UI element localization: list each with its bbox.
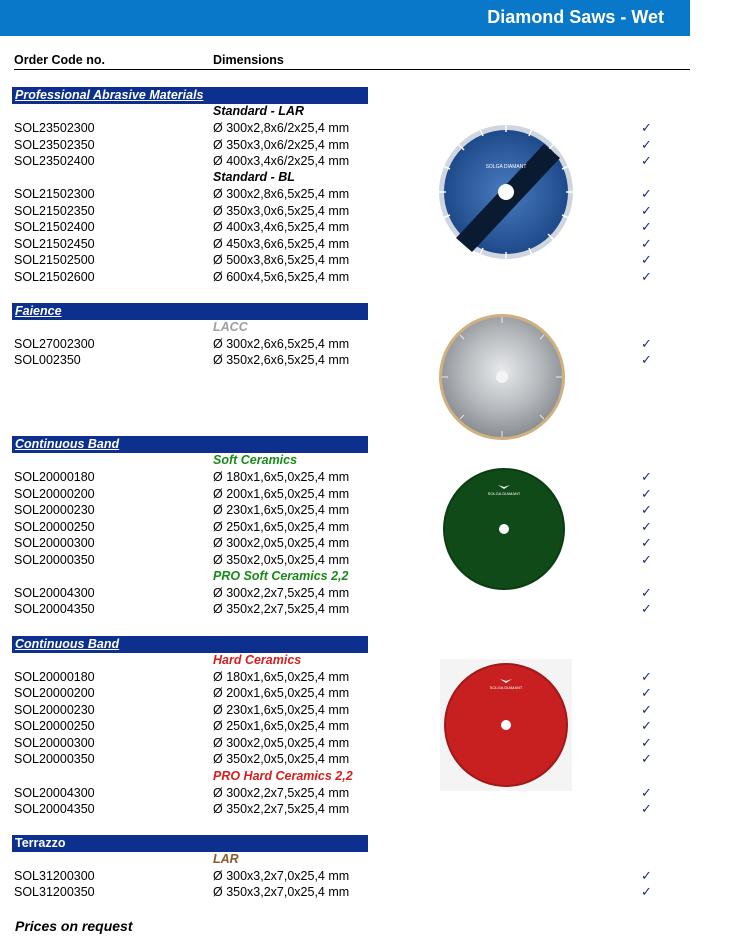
column-header-dimensions: Dimensions [213,53,284,67]
section-bar-professional: Professional Abrasive Materials [12,87,368,104]
order-code: SOL21502450 [14,237,95,251]
order-code: SOL20004300 [14,586,95,600]
group-label: PRO Soft Ceramics 2,2 [213,569,349,583]
order-code: SOL20004350 [14,802,95,816]
dimensions: Ø 350x2,2x7,5x25,4 mm [213,802,350,816]
order-code: SOL23502300 [14,121,95,135]
section-bar-continuous-band-hard: Continuous Band [12,636,368,653]
check-icon: ✓ [641,120,652,135]
order-code: SOL20000300 [14,736,95,750]
svg-text:SOLGA DIAMANT: SOLGA DIAMANT [485,164,527,170]
check-icon: ✓ [641,137,652,152]
page-title: Diamond Saws - Wet [487,7,664,27]
dimensions: Ø 300x2,8x6,5x25,4 mm [213,187,350,201]
check-icon: ✓ [641,884,652,899]
group-label: Standard - BL [213,170,295,184]
dimensions: Ø 200x1,6x5,0x25,4 mm [213,686,350,700]
footer-note: Prices on request [15,918,133,934]
check-icon: ✓ [641,718,652,733]
svg-text:SOLGA DIAMANT: SOLGA DIAMANT [489,685,523,690]
order-code: SOL21502500 [14,253,95,267]
silver-faience-blade-image [438,313,566,441]
check-icon: ✓ [641,519,652,534]
order-code: SOL27002300 [14,337,95,351]
order-code: SOL002350 [14,353,81,367]
order-code: SOL21502600 [14,270,95,284]
dimensions: Ø 350x3,2x7,0x25,4 mm [213,885,350,899]
group-label: PRO Hard Ceramics 2,2 [213,769,353,783]
order-code: SOL20000200 [14,487,95,501]
order-code: SOL20004300 [14,786,95,800]
order-code: SOL31200300 [14,869,95,883]
blue-segmented-blade-image [438,124,574,260]
dimensions: Ø 230x1,6x5,0x25,4 mm [213,703,350,717]
check-icon: ✓ [641,236,652,251]
dimensions: Ø 300x2,6x6,5x25,4 mm [213,337,350,351]
check-icon: ✓ [641,203,652,218]
check-icon: ✓ [641,486,652,501]
section-bar-continuous-band-soft: Continuous Band [12,436,368,453]
dimensions: Ø 350x2,2x7,5x25,4 mm [213,602,350,616]
check-icon: ✓ [641,685,652,700]
check-icon: ✓ [641,552,652,567]
order-code: SOL20000350 [14,553,95,567]
check-icon: ✓ [641,585,652,600]
order-code: SOL23502350 [14,138,95,152]
check-icon: ✓ [641,702,652,717]
dimensions: Ø 350x2,6x6,5x25,4 mm [213,353,350,367]
check-icon: ✓ [641,735,652,750]
check-icon: ✓ [641,801,652,816]
order-code: SOL20000200 [14,686,95,700]
dimensions: Ø 180x1,6x5,0x25,4 mm [213,670,350,684]
dimensions: Ø 400x3,4x6/2x25,4 mm [213,154,350,168]
check-icon: ✓ [641,336,652,351]
check-icon: ✓ [641,601,652,616]
dimensions: Ø 350x2,0x5,0x25,4 mm [213,553,350,567]
order-code: SOL20000250 [14,719,95,733]
dimensions: Ø 300x2,2x7,5x25,4 mm [213,786,350,800]
dimensions: Ø 300x2,2x7,5x25,4 mm [213,586,350,600]
check-icon: ✓ [641,469,652,484]
order-code: SOL20000230 [14,503,95,517]
red-continuous-blade-image [440,659,572,791]
section-bar-faience: Faience [12,303,368,320]
order-code: SOL20000180 [14,470,95,484]
order-code: SOL31200350 [14,885,95,899]
dimensions: Ø 300x2,0x5,0x25,4 mm [213,736,350,750]
group-label: Hard Ceramics [213,653,302,667]
check-icon: ✓ [641,669,652,684]
check-icon: ✓ [641,751,652,766]
svg-text:SOLGA DIAMANT: SOLGA DIAMANT [487,491,521,496]
dimensions: Ø 300x3,2x7,0x25,4 mm [213,869,350,883]
dimensions: Ø 350x3,0x6,5x25,4 mm [213,204,350,218]
order-code: SOL20000180 [14,670,95,684]
check-icon: ✓ [641,868,652,883]
order-code: SOL20000230 [14,703,95,717]
dimensions: Ø 350x3,0x6/2x25,4 mm [213,138,350,152]
group-label: LAR [213,852,239,866]
column-header-code: Order Code no. [14,53,105,67]
dimensions: Ø 350x2,0x5,0x25,4 mm [213,752,350,766]
dimensions: Ø 600x4,5x6,5x25,4 mm [213,270,350,284]
check-icon: ✓ [641,352,652,367]
order-code: SOL20004350 [14,602,95,616]
check-icon: ✓ [641,535,652,550]
green-continuous-blade-image [442,467,566,591]
section-bar-terrazzo: Terrazzo [12,835,368,852]
title-banner [0,0,690,36]
order-code: SOL21502400 [14,220,95,234]
dimensions: Ø 250x1,6x5,0x25,4 mm [213,520,350,534]
order-code: SOL21502300 [14,187,95,201]
dimensions: Ø 450x3,6x6,5x25,4 mm [213,237,350,251]
order-code: SOL21502350 [14,204,95,218]
dimensions: Ø 500x3,8x6,5x25,4 mm [213,253,350,267]
check-icon: ✓ [641,153,652,168]
check-icon: ✓ [641,785,652,800]
check-icon: ✓ [641,219,652,234]
order-code: SOL20000300 [14,536,95,550]
group-label: Standard - LAR [213,104,304,118]
order-code: SOL20000250 [14,520,95,534]
check-icon: ✓ [641,252,652,267]
dimensions: Ø 200x1,6x5,0x25,4 mm [213,487,350,501]
dimensions: Ø 300x2,8x6/2x25,4 mm [213,121,350,135]
order-code: SOL20000350 [14,752,95,766]
dimensions: Ø 230x1,6x5,0x25,4 mm [213,503,350,517]
header-divider [14,69,690,70]
group-label: Soft Ceramics [213,453,298,467]
check-icon: ✓ [641,269,652,284]
dimensions: Ø 400x3,4x6,5x25,4 mm [213,220,350,234]
check-icon: ✓ [641,502,652,517]
check-icon: ✓ [641,186,652,201]
dimensions: Ø 250x1,6x5,0x25,4 mm [213,719,350,733]
group-label: LACC [213,320,248,334]
dimensions: Ø 300x2,0x5,0x25,4 mm [213,536,350,550]
order-code: SOL23502400 [14,154,95,168]
dimensions: Ø 180x1,6x5,0x25,4 mm [213,470,350,484]
